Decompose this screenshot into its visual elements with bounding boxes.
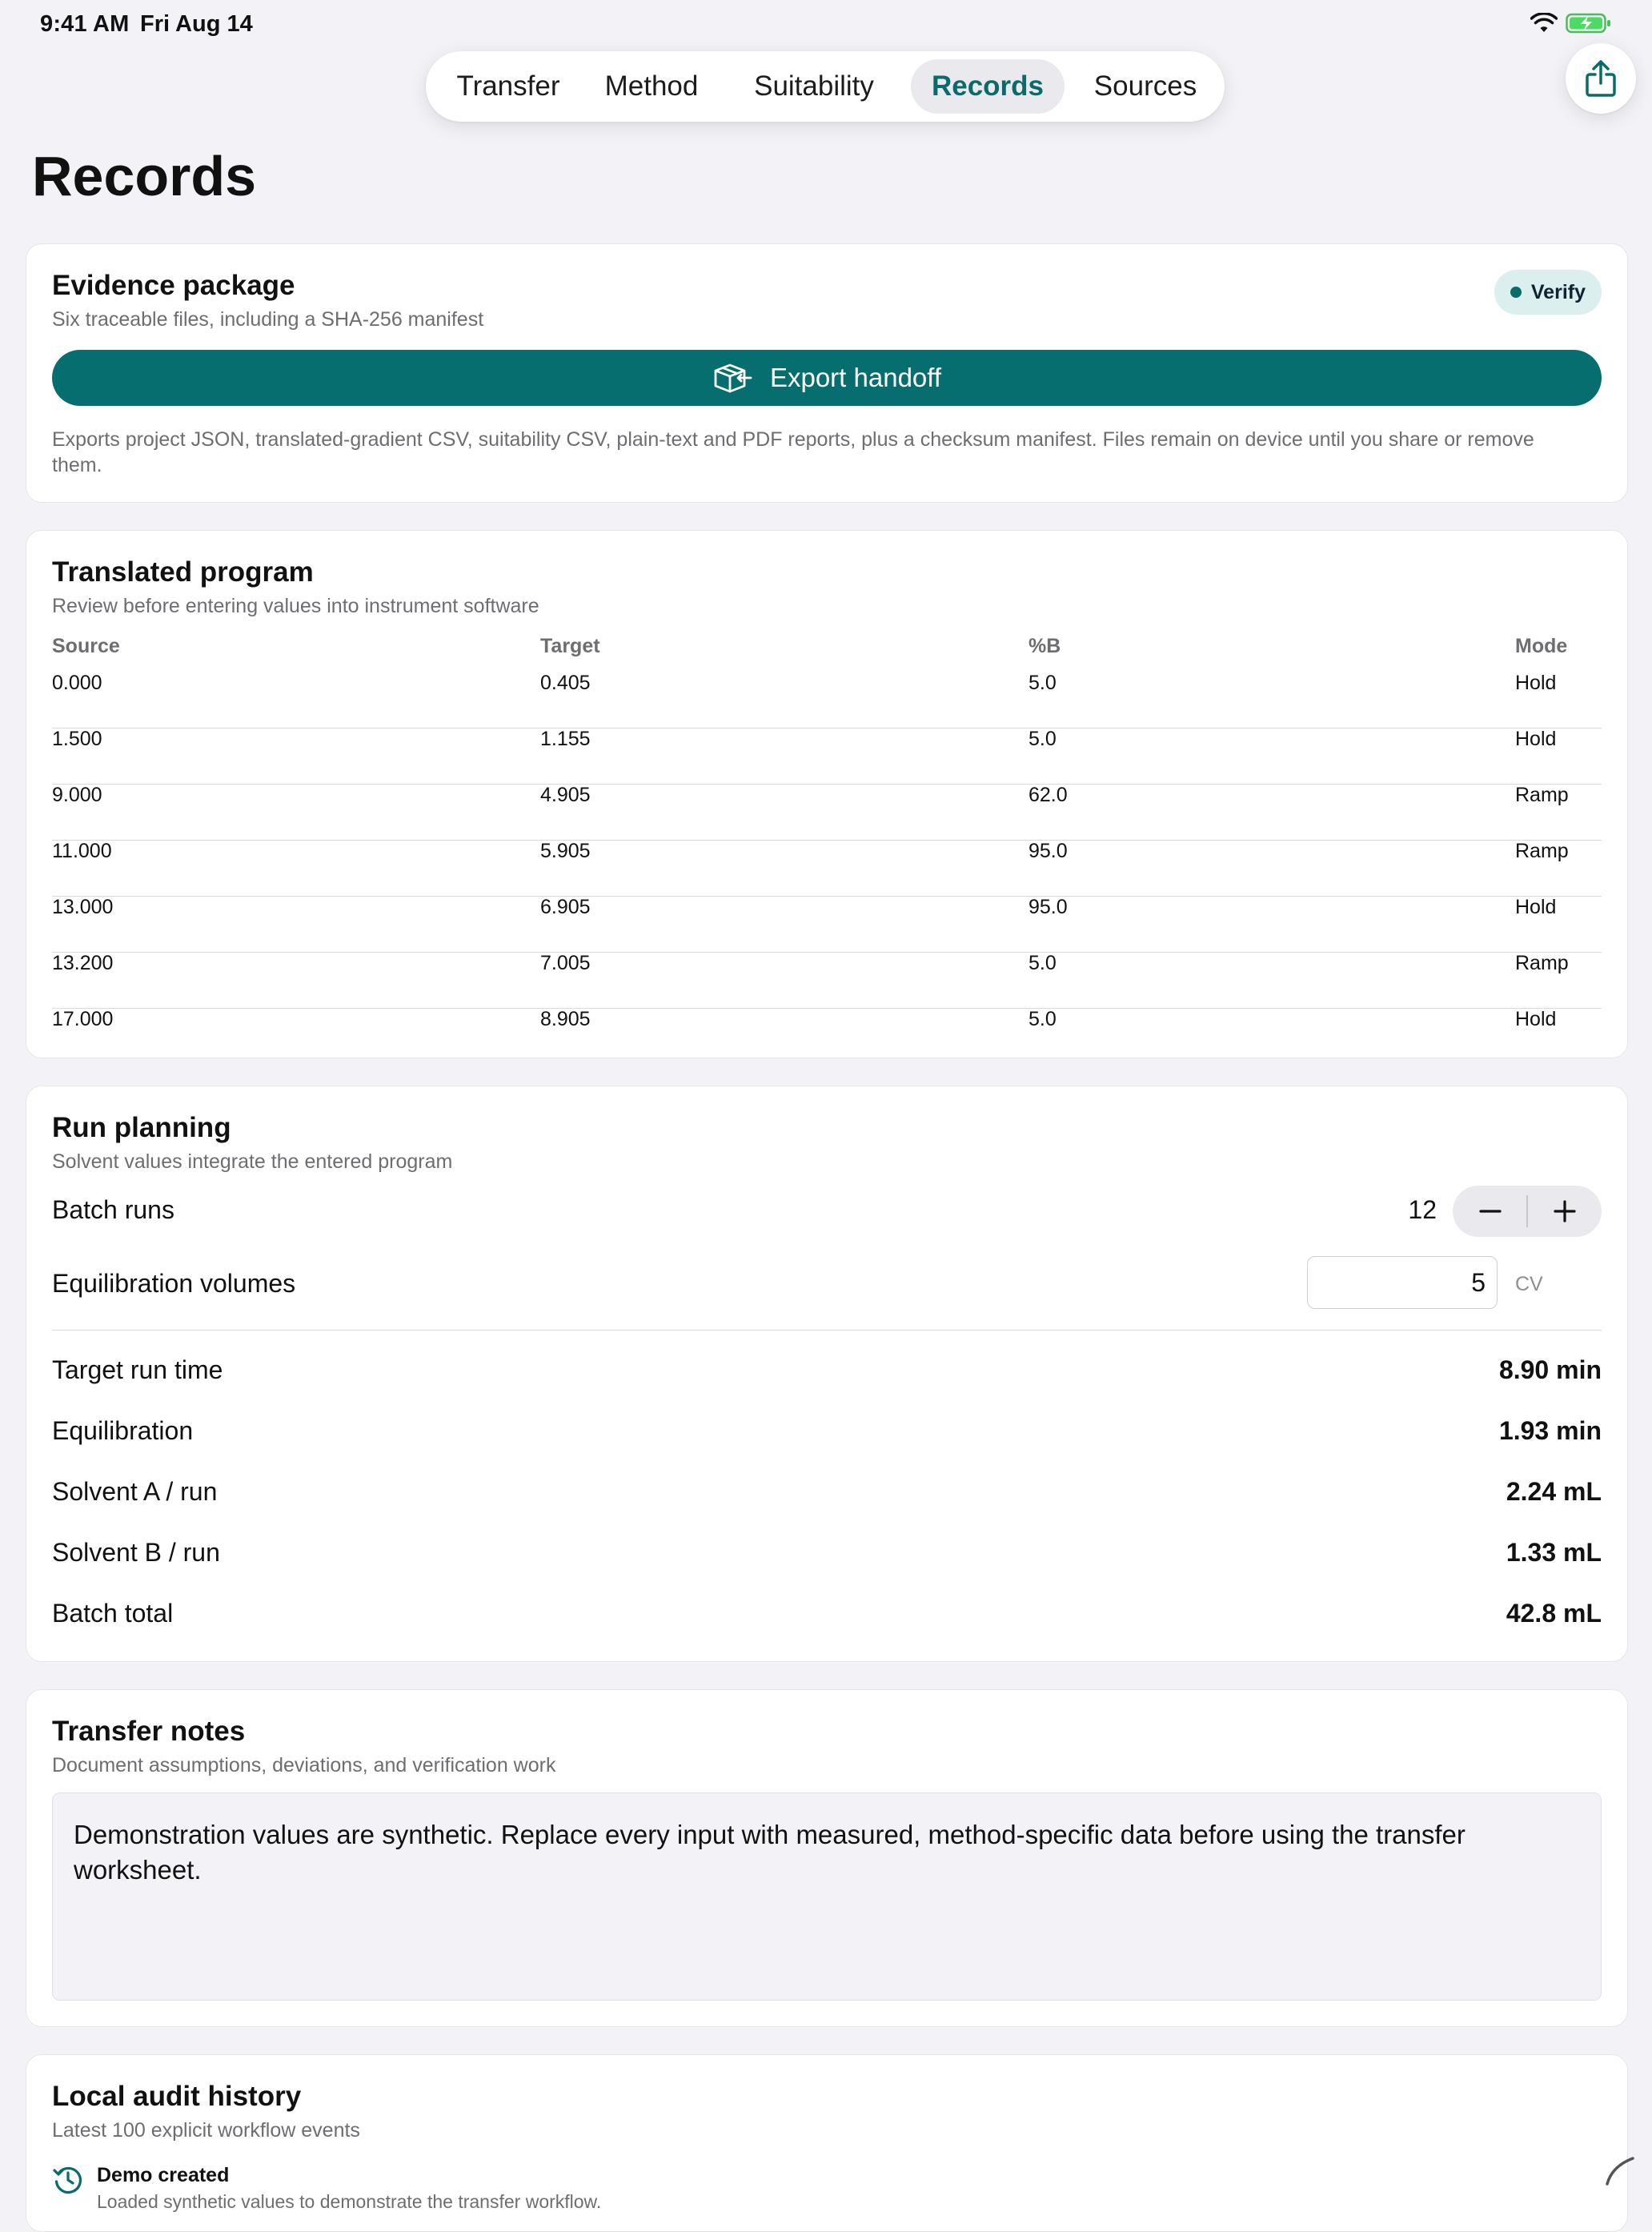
section-tab-bar bbox=[426, 51, 1225, 122]
mode-cell: Hold bbox=[1515, 672, 1557, 694]
target-cell: 4.905 bbox=[540, 784, 591, 806]
percent-b-cell: 5.0 bbox=[1028, 672, 1057, 694]
notes-subtitle: Document assumptions, deviations, and verification work bbox=[52, 1754, 556, 1776]
export-description: Exports project JSON, translated-gradient CSV, suitability CSV, plain-text and PDF reports, plus a checksum manifest. Files remain on device until you share or remove them. bbox=[52, 428, 1534, 476]
result-value: 2.24 mL bbox=[1506, 1477, 1602, 1506]
tab-records[interactable]: Records bbox=[911, 59, 1065, 114]
share-button[interactable] bbox=[1566, 43, 1636, 114]
history-icon bbox=[52, 2164, 84, 2200]
source-cell: 13.000 bbox=[52, 896, 114, 918]
tab-suitability[interactable]: Suitability bbox=[754, 70, 874, 102]
batch-runs-label: Batch runs bbox=[52, 1195, 174, 1224]
table-row bbox=[52, 840, 1602, 897]
target-cell: 6.905 bbox=[540, 896, 591, 918]
tab-method[interactable]: Method bbox=[604, 70, 699, 102]
source-cell: 0.000 bbox=[52, 672, 102, 694]
source-cell: 9.000 bbox=[52, 784, 102, 806]
equilibration-volumes-label: Equilibration volumes bbox=[52, 1269, 296, 1298]
source-cell: 1.500 bbox=[52, 728, 102, 750]
run-planning-subtitle: Solvent values integrate the entered program bbox=[52, 1150, 453, 1173]
equilibration-volumes-input[interactable]: 5 bbox=[1307, 1256, 1498, 1309]
evidence-title: Evidence package bbox=[52, 270, 295, 301]
percent-b-cell: 95.0 bbox=[1028, 896, 1068, 918]
column-header-percent-b: %B bbox=[1028, 635, 1061, 657]
target-cell: 5.905 bbox=[540, 840, 591, 862]
audit-title: Local audit history bbox=[52, 2081, 302, 2112]
batch-runs-value: 12 bbox=[1408, 1195, 1437, 1224]
percent-b-cell: 62.0 bbox=[1028, 784, 1068, 806]
target-cell: 8.905 bbox=[540, 1008, 591, 1030]
audit-history-card bbox=[26, 2054, 1628, 2232]
percent-b-cell: 5.0 bbox=[1028, 1008, 1057, 1030]
share-icon bbox=[1585, 59, 1617, 98]
table-row bbox=[52, 896, 1602, 953]
transfer-notes-textarea[interactable]: Demonstration values are synthetic. Replace every input with measured, method-specific data before using the transfer worksheet. bbox=[52, 1792, 1602, 2001]
mode-cell: Hold bbox=[1515, 1008, 1557, 1030]
equilibration-volumes-unit: CV bbox=[1515, 1273, 1543, 1295]
run-planning-card bbox=[26, 1086, 1628, 1662]
wifi-icon bbox=[1530, 13, 1558, 34]
table-row bbox=[52, 728, 1602, 785]
plus-icon bbox=[1553, 1199, 1577, 1223]
run-planning-title: Run planning bbox=[52, 1112, 231, 1143]
export-handoff-label: Export handoff bbox=[769, 363, 942, 392]
package-export-icon bbox=[712, 362, 754, 394]
mode-cell: Hold bbox=[1515, 728, 1557, 750]
status-icons bbox=[1530, 13, 1612, 34]
status-dot-icon bbox=[1510, 287, 1522, 298]
column-header-source: Source bbox=[52, 635, 120, 657]
percent-b-cell: 95.0 bbox=[1028, 840, 1068, 862]
result-label: Solvent A / run bbox=[52, 1477, 218, 1506]
mode-cell: Ramp bbox=[1515, 784, 1569, 806]
tab-transfer[interactable]: Transfer bbox=[456, 70, 560, 102]
translated-program-card bbox=[26, 530, 1628, 1058]
evidence-subtitle: Six traceable files, including a SHA-256 manifest bbox=[52, 308, 484, 331]
mode-cell: Hold bbox=[1515, 896, 1557, 918]
result-value: 1.33 mL bbox=[1506, 1538, 1602, 1567]
result-value: 42.8 mL bbox=[1506, 1599, 1602, 1628]
verify-label: Verify bbox=[1530, 280, 1586, 303]
percent-b-cell: 5.0 bbox=[1028, 728, 1057, 750]
audit-event-description: Loaded synthetic values to demonstrate the transfer workflow. bbox=[97, 2191, 602, 2212]
percent-b-cell: 5.0 bbox=[1028, 952, 1057, 974]
result-value: 1.93 min bbox=[1498, 1416, 1602, 1445]
source-cell: 13.200 bbox=[52, 952, 114, 974]
audit-subtitle: Latest 100 explicit workflow events bbox=[52, 2119, 360, 2142]
program-subtitle: Review before entering values into instrument software bbox=[52, 595, 539, 617]
page-title: Records bbox=[32, 145, 257, 207]
result-value: 8.90 min bbox=[1498, 1355, 1602, 1384]
result-label: Equilibration bbox=[52, 1416, 194, 1445]
status-date: Fri Aug 14 bbox=[140, 11, 253, 37]
batch-runs-stepper bbox=[1453, 1186, 1602, 1237]
table-row bbox=[52, 1008, 1602, 1064]
evidence-package-card bbox=[26, 243, 1628, 503]
source-cell: 17.000 bbox=[52, 1008, 114, 1030]
column-header-target: Target bbox=[540, 635, 600, 657]
battery-charging-icon bbox=[1566, 13, 1612, 34]
transfer-notes-card bbox=[26, 1689, 1628, 2027]
table-row bbox=[52, 952, 1602, 1009]
program-title: Translated program bbox=[52, 556, 314, 588]
verify-badge[interactable] bbox=[1494, 270, 1602, 315]
audit-event-title: Demo created bbox=[97, 2164, 230, 2186]
notes-title: Transfer notes bbox=[52, 1716, 246, 1747]
result-label: Target run time bbox=[52, 1355, 223, 1384]
mode-cell: Ramp bbox=[1515, 840, 1569, 862]
status-time: 9:41 AM bbox=[40, 11, 130, 37]
mode-cell: Ramp bbox=[1515, 952, 1569, 974]
minus-icon bbox=[1478, 1199, 1502, 1223]
resize-handle-icon[interactable] bbox=[1604, 2155, 1636, 2187]
table-row bbox=[52, 672, 1602, 729]
table-row bbox=[52, 784, 1602, 841]
target-cell: 0.405 bbox=[540, 672, 591, 694]
target-cell: 7.005 bbox=[540, 952, 591, 974]
increment-button[interactable] bbox=[1527, 1186, 1602, 1237]
source-cell: 11.000 bbox=[52, 840, 112, 862]
divider bbox=[52, 1330, 1602, 1331]
tab-sources[interactable]: Sources bbox=[1093, 70, 1197, 102]
result-label: Batch total bbox=[52, 1599, 174, 1628]
result-label: Solvent B / run bbox=[52, 1538, 220, 1567]
target-cell: 1.155 bbox=[540, 728, 591, 750]
export-handoff-button[interactable] bbox=[52, 350, 1602, 406]
decrement-button[interactable] bbox=[1453, 1186, 1527, 1237]
column-header-mode: Mode bbox=[1515, 635, 1568, 657]
